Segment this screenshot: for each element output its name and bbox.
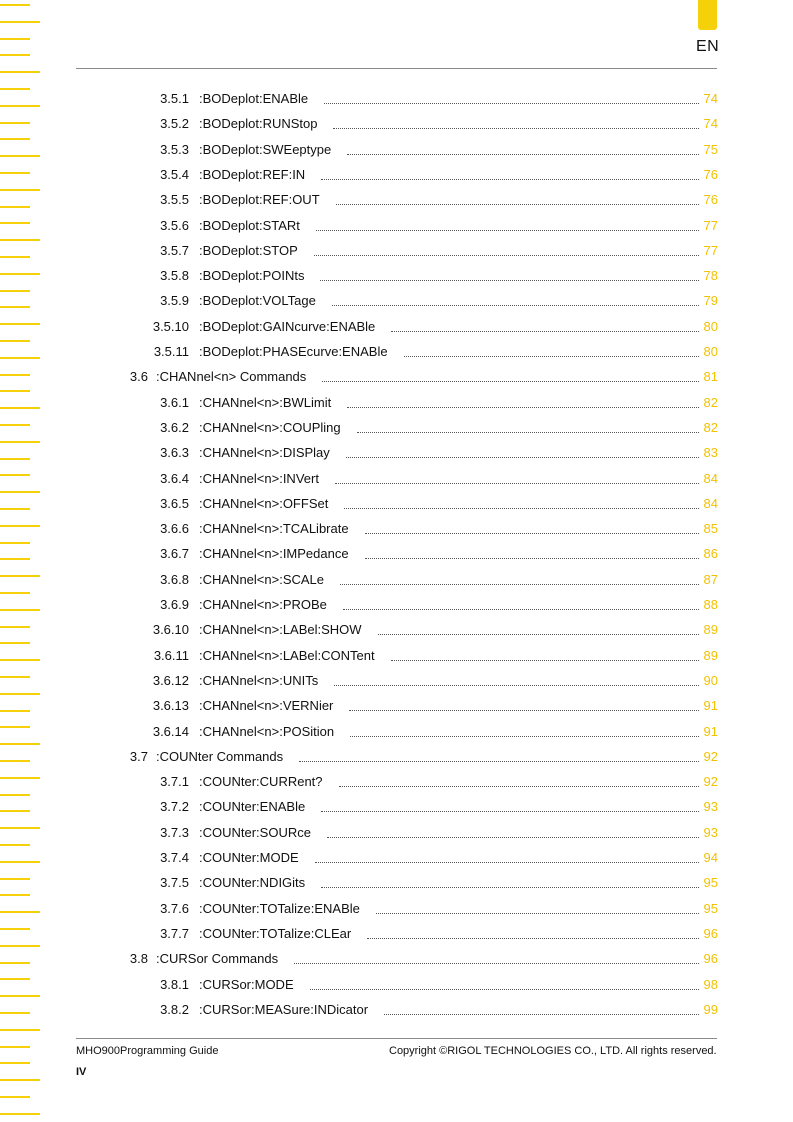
toc-entry[interactable] (0, 1000, 793, 1020)
toc-entry-title: :COUNter:MODE (199, 850, 299, 865)
margin-mark (0, 54, 30, 56)
toc-dot-leader (378, 614, 699, 635)
toc-entry-number: 3.6.8 (160, 572, 189, 587)
toc-dot-leader (349, 690, 699, 711)
toc-entry[interactable] (0, 772, 793, 792)
margin-mark (0, 592, 30, 594)
toc-dot-leader (335, 463, 699, 484)
toc-entry[interactable] (0, 595, 793, 615)
toc-entry-number: 3.7.6 (160, 901, 189, 916)
toc-entry-title: :CHANnel<n>:POSition (199, 724, 335, 739)
toc-entry-title: :CURSor Commands (156, 951, 279, 966)
toc-entry-page: 83 (703, 445, 718, 460)
toc-entry-title: :BODeplot:GAINcurve:ENABle (199, 319, 376, 334)
toc-entry-page: 84 (703, 496, 718, 511)
margin-mark (0, 1113, 40, 1115)
toc-entry-number: 3.7 (129, 749, 148, 764)
toc-entry-page: 77 (703, 243, 718, 258)
toc-entry[interactable] (0, 747, 793, 767)
toc-entry[interactable] (0, 291, 793, 311)
margin-mark (0, 642, 30, 644)
toc-entry[interactable] (0, 544, 793, 564)
toc-entry-page: 82 (703, 395, 718, 410)
toc-dot-leader (365, 538, 699, 559)
toc-entry[interactable] (0, 165, 793, 185)
toc-entry[interactable] (0, 418, 793, 438)
toc-entry-number: 3.5.11 (153, 344, 189, 359)
toc-dot-leader (321, 159, 699, 180)
toc-entry-number: 3.7.1 (160, 774, 189, 789)
toc-entry-title: :BODeplot:PHASEcurve:ENABle (199, 344, 388, 359)
toc-entry-number: 3.7.7 (160, 926, 189, 941)
toc-dot-leader (334, 665, 699, 686)
toc-entry-page: 79 (703, 293, 718, 308)
toc-entry-title: :CHANnel<n>:DISPlay (199, 445, 330, 460)
toc-entry[interactable] (0, 216, 793, 236)
toc-dot-leader (324, 83, 699, 104)
toc-dot-leader (347, 387, 699, 408)
margin-mark (0, 4, 30, 6)
toc-dot-leader (314, 235, 699, 256)
toc-entry-number: 3.7.2 (160, 799, 189, 814)
margin-mark (0, 743, 40, 745)
toc-entry-number: 3.5.8 (160, 268, 189, 283)
toc-entry-number: 3.7.4 (160, 850, 189, 865)
toc-entry-title: :COUNter:CURRent? (199, 774, 323, 789)
toc-entry-number: 3.6.4 (160, 471, 189, 486)
toc-entry-page: 81 (703, 369, 718, 384)
toc-dot-leader (321, 867, 699, 888)
toc-entry-number: 3.6.11 (153, 648, 189, 663)
toc-entry-title: :CHANnel<n>:LABel:CONTent (199, 648, 375, 663)
toc-entry[interactable] (0, 949, 793, 969)
toc-entry-page: 74 (703, 116, 718, 131)
toc-entry-number: 3.5.9 (160, 293, 189, 308)
toc-entry-page: 84 (703, 471, 718, 486)
toc-entry-page: 78 (703, 268, 718, 283)
toc-entry[interactable] (0, 114, 793, 134)
toc-entry-number: 3.5.3 (160, 142, 189, 157)
toc-entry[interactable] (0, 190, 793, 210)
toc-entry-number: 3.6.3 (160, 445, 189, 460)
toc-entry-title: :COUNter:TOTalize:CLEar (199, 926, 352, 941)
toc-entry-title: :COUNter Commands (156, 749, 284, 764)
toc-entry[interactable] (0, 873, 793, 893)
toc-entry-page: 86 (703, 546, 718, 561)
margin-mark (0, 995, 40, 997)
toc-entry-number: 3.5.10 (152, 319, 189, 334)
toc-entry-page: 89 (703, 648, 718, 663)
toc-entry-title: :CURSor:MEASure:INDicator (199, 1002, 369, 1017)
toc-dot-leader (404, 336, 699, 357)
margin-mark (0, 1046, 30, 1048)
toc-entry-page: 92 (703, 774, 718, 789)
toc-dot-leader (299, 741, 699, 762)
toc-entry-page: 96 (703, 926, 718, 941)
toc-entry-title: :BODeplot:STARt (199, 218, 300, 233)
margin-mark (0, 491, 40, 493)
toc-dot-leader (365, 513, 699, 534)
toc-entry-title: :CHANnel<n>:UNITs (199, 673, 319, 688)
toc-dot-leader (315, 842, 699, 863)
toc-entry-page: 93 (703, 825, 718, 840)
toc-entry-title: :CHANnel<n>:OFFSet (199, 496, 329, 511)
margin-mark (0, 1096, 30, 1098)
margin-mark (0, 38, 30, 40)
toc-dot-leader (336, 184, 699, 205)
toc-entry[interactable] (0, 342, 793, 362)
toc-entry-number: 3.6.5 (160, 496, 189, 511)
toc-dot-leader (316, 210, 699, 231)
toc-entry-number: 3.6 (129, 369, 148, 384)
toc-entry-title: :BODeplot:VOLTage (199, 293, 316, 308)
header-rule (76, 68, 717, 69)
toc-entry-title: :CHANnel<n>:SCALe (199, 572, 325, 587)
toc-dot-leader (332, 285, 699, 306)
toc-dot-leader (340, 564, 699, 585)
toc-entry[interactable] (0, 266, 793, 286)
toc-entry-page: 82 (703, 420, 718, 435)
toc-dot-leader (321, 791, 699, 812)
toc-entry-title: :CHANnel<n>:LABel:SHOW (199, 622, 362, 637)
toc-entry-number: 3.5.4 (160, 167, 189, 182)
toc-entry-page: 93 (703, 799, 718, 814)
toc-entry-title: :BODeplot:POINts (199, 268, 305, 283)
toc-entry-number: 3.5.6 (160, 218, 189, 233)
toc-entry-page: 75 (703, 142, 718, 157)
toc-entry-page: 76 (703, 167, 718, 182)
toc-entry-title: :CHANnel<n>:INVert (199, 471, 319, 486)
toc-entry[interactable] (0, 671, 793, 691)
footer-page-number: IV (76, 1066, 87, 1078)
toc-entry-title: :COUNter:TOTalize:ENABle (199, 901, 360, 916)
toc-dot-leader (310, 969, 699, 990)
toc-entry[interactable] (0, 696, 793, 716)
toc-entry[interactable] (0, 848, 793, 868)
toc-dot-leader (357, 412, 699, 433)
toc-dot-leader (391, 640, 699, 661)
toc-entry-page: 99 (703, 1002, 718, 1017)
toc-entry-number: 3.5.5 (160, 192, 189, 207)
toc-entry-number: 3.6.1 (160, 395, 189, 410)
toc-entry[interactable] (0, 899, 793, 919)
toc-entry-page: 96 (703, 951, 718, 966)
toc-entry-number: 3.6.13 (152, 698, 189, 713)
margin-mark (0, 693, 40, 695)
toc-entry-number: 3.8.2 (160, 1002, 189, 1017)
toc-entry-number: 3.6.12 (152, 673, 189, 688)
toc-entry-number: 3.6.7 (160, 546, 189, 561)
toc-entry-title: :BODeplot:RUNStop (199, 116, 318, 131)
toc-entry-page: 87 (703, 572, 718, 587)
toc-entry-page: 80 (703, 319, 718, 334)
margin-mark (0, 21, 40, 23)
toc-entry-title: :CHANnel<n> Commands (156, 369, 307, 384)
footer-guide-title: MHO900Programming Guide (76, 1045, 219, 1057)
toc-entry[interactable] (0, 494, 793, 514)
toc-entry[interactable] (0, 241, 793, 261)
toc-entry[interactable] (0, 89, 793, 109)
margin-mark (0, 894, 30, 896)
toc-entry-page: 90 (703, 673, 718, 688)
margin-mark (0, 71, 40, 73)
toc-dot-leader (346, 437, 699, 458)
toc-entry-number: 3.6.14 (152, 724, 189, 739)
toc-dot-leader (347, 134, 699, 155)
toc-entry[interactable] (0, 570, 793, 590)
toc-entry-page: 95 (703, 875, 718, 890)
toc-entry[interactable] (0, 393, 793, 413)
toc-entry-title: :BODeplot:REF:IN (199, 167, 306, 182)
footer-copyright: Copyright ©RIGOL TECHNOLOGIES CO., LTD. All rights reserved. (389, 1045, 717, 1057)
toc-dot-leader (391, 311, 699, 332)
toc-dot-leader (344, 488, 699, 509)
margin-mark (0, 844, 30, 846)
toc-entry[interactable] (0, 646, 793, 666)
toc-entry[interactable] (0, 722, 793, 742)
toc-entry-number: 3.5.1 (160, 91, 189, 106)
toc-entry-page: 74 (703, 91, 718, 106)
toc-entry-page: 91 (703, 724, 718, 739)
toc-entry-title: :BODeplot:REF:OUT (199, 192, 320, 207)
toc-entry-title: :CHANnel<n>:COUPling (199, 420, 341, 435)
margin-mark (0, 1062, 30, 1064)
toc-entry[interactable] (0, 823, 793, 843)
toc-entry-number: 3.6.9 (160, 597, 189, 612)
toc-entry-title: :COUNter:SOURce (199, 825, 311, 840)
toc-entry-number: 3.7.5 (160, 875, 189, 890)
language-tab (698, 0, 717, 30)
toc-entry-title: :BODeplot:STOP (199, 243, 298, 258)
margin-mark (0, 794, 30, 796)
toc-dot-leader (333, 108, 699, 129)
toc-entry[interactable] (0, 443, 793, 463)
toc-entry-number: 3.6.10 (152, 622, 189, 637)
toc-entry-title: :CHANnel<n>:IMPedance (199, 546, 349, 561)
toc-entry-title: :CURSor:MODE (199, 977, 294, 992)
toc-dot-leader (367, 918, 699, 939)
toc-dot-leader (294, 943, 699, 964)
toc-entry-title: :CHANnel<n>:PROBe (199, 597, 327, 612)
toc-entry-title: :BODeplot:SWEeptype (199, 142, 332, 157)
toc-dot-leader (376, 893, 699, 914)
margin-mark (0, 945, 40, 947)
toc-dot-leader (384, 994, 699, 1015)
toc-entry[interactable] (0, 367, 793, 387)
toc-entry-page: 85 (703, 521, 718, 536)
toc-entry[interactable] (0, 469, 793, 489)
toc-entry-page: 91 (703, 698, 718, 713)
toc-dot-leader (327, 817, 699, 838)
toc-entry[interactable] (0, 140, 793, 160)
toc-dot-leader (343, 589, 699, 610)
toc-entry-number: 3.6.6 (160, 521, 189, 536)
toc-entry-page: 89 (703, 622, 718, 637)
margin-mark (0, 1079, 40, 1081)
toc-entry-title: :BODeplot:ENABle (199, 91, 309, 106)
margin-mark (0, 390, 30, 392)
toc-entry-page: 77 (703, 218, 718, 233)
toc-entry-page: 76 (703, 192, 718, 207)
toc-entry-page: 94 (703, 850, 718, 865)
toc-entry[interactable] (0, 317, 793, 337)
toc-entry-number: 3.6.2 (160, 420, 189, 435)
toc-entry-number: 3.7.3 (160, 825, 189, 840)
toc-entry-number: 3.5.2 (160, 116, 189, 131)
toc-entry-page: 80 (703, 344, 718, 359)
toc-entry-number: 3.8.1 (160, 977, 189, 992)
margin-mark (0, 1029, 40, 1031)
toc-entry-title: :COUNter:NDIGits (199, 875, 306, 890)
toc-entry[interactable] (0, 797, 793, 817)
toc-entry[interactable] (0, 620, 793, 640)
toc-entry-page: 95 (703, 901, 718, 916)
toc-entry[interactable] (0, 519, 793, 539)
toc-entry-page: 88 (703, 597, 718, 612)
toc-entry-page: 92 (703, 749, 718, 764)
toc-entry-title: :COUNter:ENABle (199, 799, 306, 814)
toc-entry-title: :CHANnel<n>:VERNier (199, 698, 334, 713)
toc-entry[interactable] (0, 975, 793, 995)
toc-entry-number: 3.8 (129, 951, 148, 966)
toc-entry-number: 3.5.7 (160, 243, 189, 258)
toc-dot-leader (320, 260, 699, 281)
toc-entry-title: :CHANnel<n>:TCALibrate (199, 521, 349, 536)
toc-dot-leader (339, 766, 699, 787)
toc-entry-page: 98 (703, 977, 718, 992)
toc-entry[interactable] (0, 924, 793, 944)
toc-dot-leader (350, 716, 699, 737)
footer-rule (76, 1038, 717, 1039)
toc-dot-leader (322, 361, 699, 382)
language-label: EN (696, 38, 720, 55)
toc-entry-title: :CHANnel<n>:BWLimit (199, 395, 332, 410)
